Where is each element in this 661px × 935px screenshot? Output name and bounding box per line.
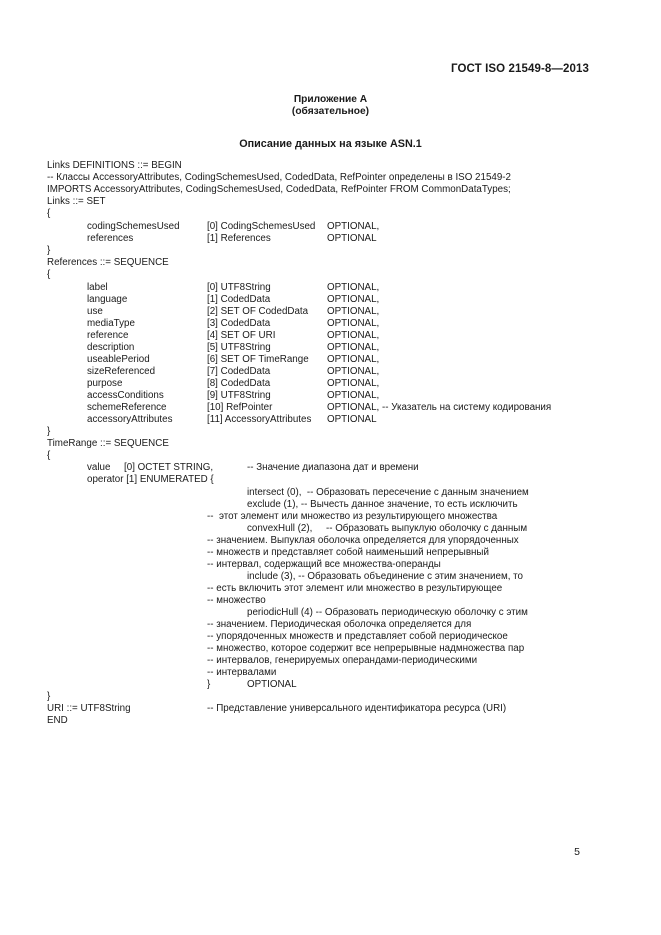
operator-line: intersect (0), -- Образовать пересечение с данным значением	[247, 487, 529, 498]
field-type: [7] CodedData	[207, 366, 271, 377]
code-line-timerange-def: TimeRange ::= SEQUENCE	[47, 438, 169, 449]
page-number: 5	[574, 846, 580, 858]
code-line-links-set: Links ::= SET	[47, 196, 106, 207]
code-line-brace-open: {	[47, 208, 51, 219]
field-name: description	[87, 342, 135, 353]
annex-title: Приложение А	[293, 94, 368, 105]
code-line-brace-open: {	[47, 450, 51, 461]
field-optional: OPTIONAL	[327, 233, 377, 244]
code-line-brace-close: }	[47, 426, 51, 437]
code-line-end: END	[47, 715, 68, 726]
field-type: [9] UTF8String	[207, 390, 271, 401]
code-line-references-def: References ::= SEQUENCE	[47, 257, 169, 268]
field-optional: OPTIONAL,	[327, 306, 380, 317]
field-optional: OPTIONAL,	[327, 354, 380, 365]
field-optional: OPTIONAL,	[327, 330, 380, 341]
field-optional: OPTIONAL,	[327, 378, 380, 389]
field-name: reference	[87, 330, 129, 341]
field-name: accessConditions	[87, 390, 164, 401]
code-line-brace-close: }	[47, 245, 51, 256]
operator-line: -- упорядоченных множеств и представляет собой периодическое	[207, 631, 508, 642]
operator-line: -- интервалами	[207, 667, 277, 678]
field-type: [10] RefPointer	[207, 402, 273, 413]
operator-line: -- значением. Периодическая оболочка определяется для	[207, 619, 472, 630]
field-name: sizeReferenced	[87, 366, 156, 377]
field-type: [11] AccessoryAttributes	[207, 414, 312, 425]
field-type: [5] UTF8String	[207, 342, 271, 353]
field-optional: OPTIONAL,	[327, 282, 380, 293]
code-line-enum-optional: OPTIONAL	[247, 679, 297, 690]
code-line-comment-classes: -- Классы AccessoryAttributes, CodingSchemesUsed, CodedData, RefPointer определены в ISO 21549-2	[47, 172, 511, 183]
field-name: useablePeriod	[87, 354, 150, 365]
field-type: [8] CodedData	[207, 378, 271, 389]
field-name: references	[87, 233, 134, 244]
code-line-imports: IMPORTS AccessoryAttributes, CodingSchemesUsed, CodedData, RefPointer FROM CommonDataTypes;	[47, 184, 511, 195]
code-line-brace-close: }	[47, 691, 51, 702]
field-type: [1] CodedData	[207, 294, 271, 305]
field-optional: OPTIONAL, -- Указатель на систему кодирования	[327, 402, 552, 413]
code-line-uri-def: URI ::= UTF8String	[47, 703, 131, 714]
field-type: [3] CodedData	[207, 318, 271, 329]
operator-line: convexHull (2), -- Образовать выпуклую оболочку с данным	[247, 523, 528, 534]
field-optional: OPTIONAL,	[327, 342, 380, 353]
operator-line: periodicHull (4) -- Образовать периодическую оболочку с этим	[247, 607, 528, 618]
field-name: use	[87, 306, 103, 317]
field-name: schemeReference	[87, 402, 167, 413]
field-type: [6] SET OF TimeRange	[207, 354, 309, 365]
operator-line: -- есть включить этот элемент или множество в результирующее	[207, 583, 503, 594]
operator-line: include (3), -- Образовать объединение с этим значением, то	[247, 571, 523, 582]
field-optional: OPTIONAL,	[327, 294, 380, 305]
field-name: mediaType	[87, 318, 135, 329]
code-line-uri-comment: -- Представление универсального идентификатора ресурса (URI)	[207, 703, 507, 714]
field-type: [0] UTF8String	[207, 282, 271, 293]
field-optional: OPTIONAL,	[327, 318, 380, 329]
operator-line: -- множество	[207, 595, 266, 606]
field-name: codingSchemesUsed	[87, 221, 180, 232]
field-type: [4] SET OF URI	[207, 330, 276, 341]
field-optional: OPTIONAL,	[327, 366, 380, 377]
field-optional: OPTIONAL,	[327, 221, 380, 232]
field-type: [1] References	[207, 233, 271, 244]
code-line-tr-value: value [0] OCTET STRING,	[87, 462, 214, 473]
field-type: [0] CodingSchemesUsed	[207, 221, 316, 232]
code-line-enum-close: }	[207, 679, 211, 690]
field-optional: OPTIONAL	[327, 414, 377, 425]
operator-line: -- интервалов, генерируемых операндами-периодическими	[207, 655, 478, 666]
code-line-tr-value-comment: -- Значение диапазона дат и времени	[247, 462, 419, 473]
code-line-links-def: Links DEFINITIONS ::= BEGIN	[47, 160, 182, 171]
code-line-brace-open: {	[47, 269, 51, 280]
field-optional: OPTIONAL,	[327, 390, 380, 401]
field-name: label	[87, 282, 108, 293]
operator-line: exclude (1), -- Вычесть данное значение, то есть исключить	[247, 499, 518, 510]
annex-subtitle: (обязательное)	[291, 106, 370, 117]
field-name: language	[87, 294, 128, 305]
field-name: accessoryAttributes	[87, 414, 173, 425]
operator-line: -- значением. Выпуклая оболочка определяется для упорядоченных	[207, 535, 519, 546]
operator-line: -- этот элемент или множество из результирующего множества	[207, 511, 498, 522]
standard-id-header: ГОСТ ISO 21549-8—2013	[451, 63, 589, 75]
section-title: Описание данных на языке ASN.1	[239, 138, 422, 150]
field-type: [2] SET OF CodedData	[207, 306, 309, 317]
operator-line: -- интервал, содержащий все множества-операнды	[207, 559, 441, 570]
operator-line: -- множеств и представляет собой наименьший непрерывный	[207, 547, 489, 558]
code-line-tr-operator: operator [1] ENUMERATED {	[87, 474, 214, 485]
operator-line: -- множество, которое содержит все непрерывные надмножества пар	[207, 643, 525, 654]
field-name: purpose	[87, 378, 123, 389]
